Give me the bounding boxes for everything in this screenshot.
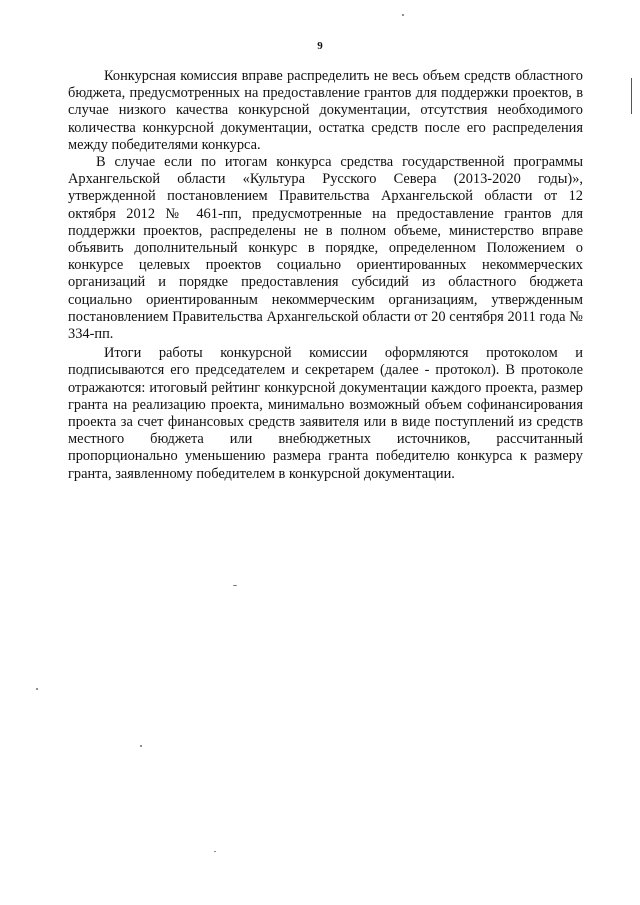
page-number: 9 bbox=[317, 40, 323, 52]
paragraph-commission-rights: Конкурсная комиссия вправе распределить не весь объем средств областного бюджета, предусмотренных на предоставление грантов для поддержки проектов, в случае низкого качества конкурсной документации, отсутствия необходимого количества конкурсной документации, остатка средств после его распределения между победителями конкурса. bbox=[68, 68, 583, 153]
scan-speck bbox=[214, 851, 216, 852]
scan-edge-mark bbox=[631, 78, 632, 114]
scan-speck bbox=[36, 688, 38, 690]
scan-speck bbox=[140, 745, 142, 747]
paragraph-additional-contest: В случае если по итогам конкурса средства государственной программы Архангельской области «Культура Русского Севера (2013-2020 годы)», утвержденной постановлением Правительства Архангельской области от 12 октября 2012 № 461-пп, предусмотренные на предоставление грантов для поддержки проектов, распределены не в полном объеме, министерство вправе объявить дополнительный конкурс в порядке, определенном Положением о конкурсе целевых проектов социально ориентированных некоммерческих организаций и порядке предоставления субсидий из областного бюджета социально ориентированным некоммерческим организациям, утвержденным постановлением Правительства Архангельской области от 20 сентября 2011 года № 334-пп. bbox=[68, 154, 583, 343]
scan-speck bbox=[233, 585, 237, 586]
paragraph-protocol: Итоги работы конкурсной комиссии оформляются протоколом и подписываются его председателем и секретарем (далее - протокол). В протоколе отражаются: итоговый рейтинг конкурсной документации каждого проекта, размер гранта на реализацию проекта, минимально возможный объем софинансирования проекта за счет финансовых средств заявителя или в виде поступлений из средств местного бюджета или внебюджетных источников, рассчитанный пропорционально уменьшению размера гранта победителю конкурса к размеру гранта, заявленному победителем в конкурсной документации. bbox=[68, 345, 583, 482]
scan-speck bbox=[402, 14, 404, 16]
document-body bbox=[68, 68, 583, 483]
